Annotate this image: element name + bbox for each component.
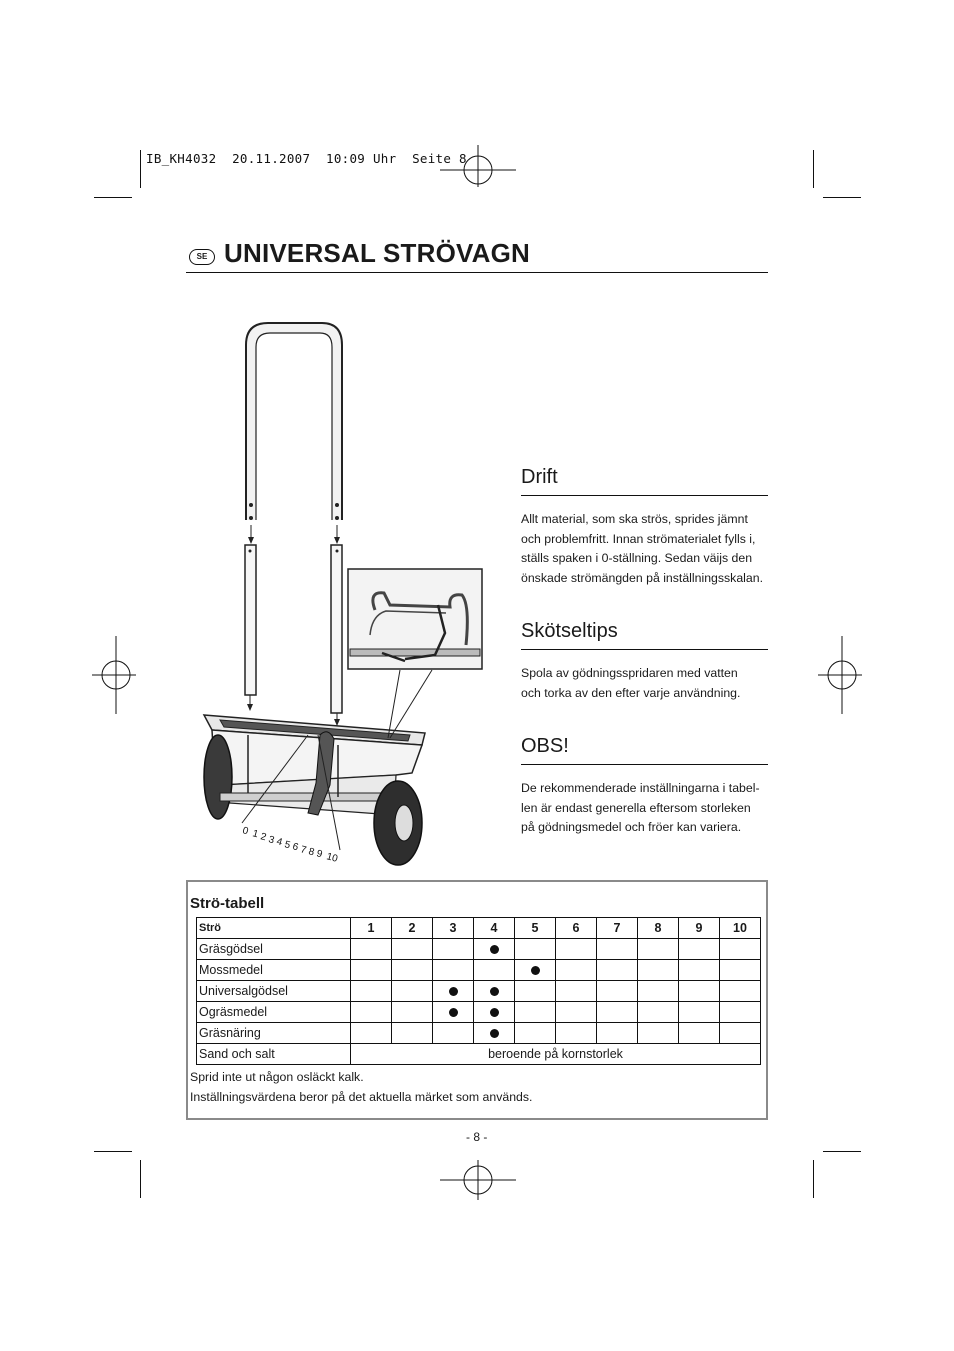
table-cell <box>351 939 392 960</box>
stro-table-box <box>186 880 768 1120</box>
table-cell <box>720 1002 761 1023</box>
print-slug: IB_KH4032 20.11.2007 10:09 Uhr Seite 8 <box>146 151 467 166</box>
table-cell <box>556 981 597 1002</box>
table-row <box>197 960 761 981</box>
table-cell <box>474 1002 515 1023</box>
table-cell <box>474 960 515 981</box>
table-cell <box>679 939 720 960</box>
scale-number: 6 <box>291 841 300 854</box>
table-header-row <box>197 918 761 939</box>
dot-mark-icon <box>531 966 540 975</box>
table-note: Sprid inte ut någon osläckt kalk. <box>190 1070 364 1084</box>
header-cell: 1 <box>351 918 392 939</box>
crop-mark-bottom-left-v <box>140 1160 141 1198</box>
registration-mark-bottom-icon <box>440 1150 516 1202</box>
header-cell: 5 <box>515 918 556 939</box>
dot-mark-icon <box>449 987 458 996</box>
table-cell <box>720 939 761 960</box>
header-cell: 4 <box>474 918 515 939</box>
text-line: ställs spaken i 0-ställning. Sedan väijs den <box>521 551 753 565</box>
dot-mark-icon <box>490 987 499 996</box>
table-cell <box>433 1023 474 1044</box>
section-skotseltips <box>521 620 768 703</box>
section-body <box>521 779 768 838</box>
section-body <box>521 664 768 703</box>
table-cell <box>720 960 761 981</box>
text-line: De rekommenderade inställningarna i tabel- <box>521 781 760 795</box>
table-cell <box>433 939 474 960</box>
table-cell <box>351 1023 392 1044</box>
table-cell <box>474 1023 515 1044</box>
scale-number: 8 <box>307 846 316 859</box>
dot-mark-icon <box>490 945 499 954</box>
language-badge: SE <box>189 249 215 265</box>
text-line: önskade strömängden på inställningsskalan. <box>521 570 763 585</box>
registration-mark-left-icon <box>92 636 136 714</box>
scale-number: 7 <box>299 844 308 857</box>
table-row <box>197 939 761 960</box>
table-row <box>197 1023 761 1044</box>
table-cell <box>556 1002 597 1023</box>
table-cell <box>638 981 679 1002</box>
table-row <box>197 981 761 1002</box>
table-row <box>197 1002 761 1023</box>
table-row <box>197 1044 761 1065</box>
table-cell <box>433 981 474 1002</box>
crop-mark-top-left-v <box>140 150 141 188</box>
scale-number: 9 <box>315 848 324 861</box>
row-label: Mossmedel <box>197 960 351 981</box>
stro-table <box>196 917 761 1065</box>
table-cell <box>638 1002 679 1023</box>
text-line: Allt material, som ska strös, sprides jämnt <box>521 512 748 526</box>
crop-mark-top-right-v <box>813 150 814 188</box>
table-cell <box>392 981 433 1002</box>
table-cell <box>474 939 515 960</box>
table-cell <box>392 1023 433 1044</box>
table-cell <box>679 981 720 1002</box>
row-label: Gräsgödsel <box>197 939 351 960</box>
table-cell <box>597 981 638 1002</box>
scale-number: 5 <box>283 839 292 852</box>
section-body <box>521 510 768 588</box>
header-cell: 9 <box>679 918 720 939</box>
table-cell <box>515 1023 556 1044</box>
table-cell <box>597 960 638 981</box>
table-cell <box>515 981 556 1002</box>
table-cell <box>392 960 433 981</box>
scale-number: 2 <box>259 831 268 844</box>
table-cell <box>515 960 556 981</box>
table-cell <box>515 1002 556 1023</box>
crop-mark-top-right-h <box>823 197 861 198</box>
section-heading: Skötseltips <box>521 620 768 650</box>
scale-number: 0 <box>241 825 250 838</box>
table-cell <box>597 1002 638 1023</box>
header-cell: 2 <box>392 918 433 939</box>
scale-number: 1 <box>251 828 260 841</box>
table-cell <box>638 960 679 981</box>
row-merged-cell: beroende på kornstorlek <box>351 1044 761 1065</box>
table-cell <box>351 1002 392 1023</box>
table-cell <box>351 981 392 1002</box>
text-line: Spola av gödningsspridaren med vatten <box>521 666 738 680</box>
table-cell <box>433 1002 474 1023</box>
table-cell <box>392 1002 433 1023</box>
page-number: - 8 - <box>466 1130 488 1144</box>
section-heading: Drift <box>521 466 768 496</box>
table-cell <box>433 960 474 981</box>
scale-number: 3 <box>267 834 276 847</box>
text-line: på gödningsmedel och fröer kan variera. <box>521 820 742 834</box>
table-cell <box>679 1023 720 1044</box>
table-cell <box>597 939 638 960</box>
table-cell <box>679 960 720 981</box>
table-cell <box>597 1023 638 1044</box>
table-cell <box>392 939 433 960</box>
text-line: och problemfritt. Innan strömaterialet fylls i, <box>521 531 756 546</box>
header-cell: 6 <box>556 918 597 939</box>
header-cell: 8 <box>638 918 679 939</box>
table-note: Inställningsvärdena beror på det aktuella märket som används. <box>190 1090 533 1104</box>
header-cell: 10 <box>720 918 761 939</box>
table-cell <box>556 939 597 960</box>
section-drift <box>521 466 768 588</box>
scale-number: 10 <box>325 851 339 865</box>
row-label: Ogräsmedel <box>197 1002 351 1023</box>
table-cell <box>720 981 761 1002</box>
table-cell <box>720 1023 761 1044</box>
text-line: och torka av den efter varje användning. <box>521 685 741 700</box>
registration-mark-top-icon <box>440 135 516 211</box>
table-cell <box>679 1002 720 1023</box>
row-label: Universalgödsel <box>197 981 351 1002</box>
table-cell <box>515 939 556 960</box>
dot-mark-icon <box>490 1008 499 1017</box>
page-header <box>186 240 768 273</box>
table-cell <box>638 939 679 960</box>
scale-number: 4 <box>275 836 284 849</box>
table-cell <box>638 1023 679 1044</box>
row-label: Sand och salt <box>197 1044 351 1065</box>
crop-mark-bottom-right-h <box>823 1151 861 1152</box>
crop-mark-bottom-right-v <box>813 1160 814 1198</box>
registration-mark-right-icon <box>818 636 862 714</box>
header-cell: Strö <box>197 918 351 939</box>
header-cell: 3 <box>433 918 474 939</box>
table-cell <box>474 981 515 1002</box>
table-cell <box>351 960 392 981</box>
crop-mark-bottom-left-h <box>94 1151 132 1152</box>
section-heading: OBS! <box>521 735 768 765</box>
table-cell <box>556 1023 597 1044</box>
dot-mark-icon <box>449 1008 458 1017</box>
table-cell <box>556 960 597 981</box>
table-title: Strö-tabell <box>190 895 265 912</box>
header-cell: 7 <box>597 918 638 939</box>
text-line: len är endast generella eftersom storleken <box>521 800 751 815</box>
dot-mark-icon <box>490 1029 499 1038</box>
page-title: UNIVERSAL STRÖVAGN <box>224 238 531 268</box>
row-label: Gräsnäring <box>197 1023 351 1044</box>
spreader-illustration <box>190 315 490 875</box>
crop-mark-top-left-h <box>94 197 132 198</box>
section-obs <box>521 735 768 838</box>
